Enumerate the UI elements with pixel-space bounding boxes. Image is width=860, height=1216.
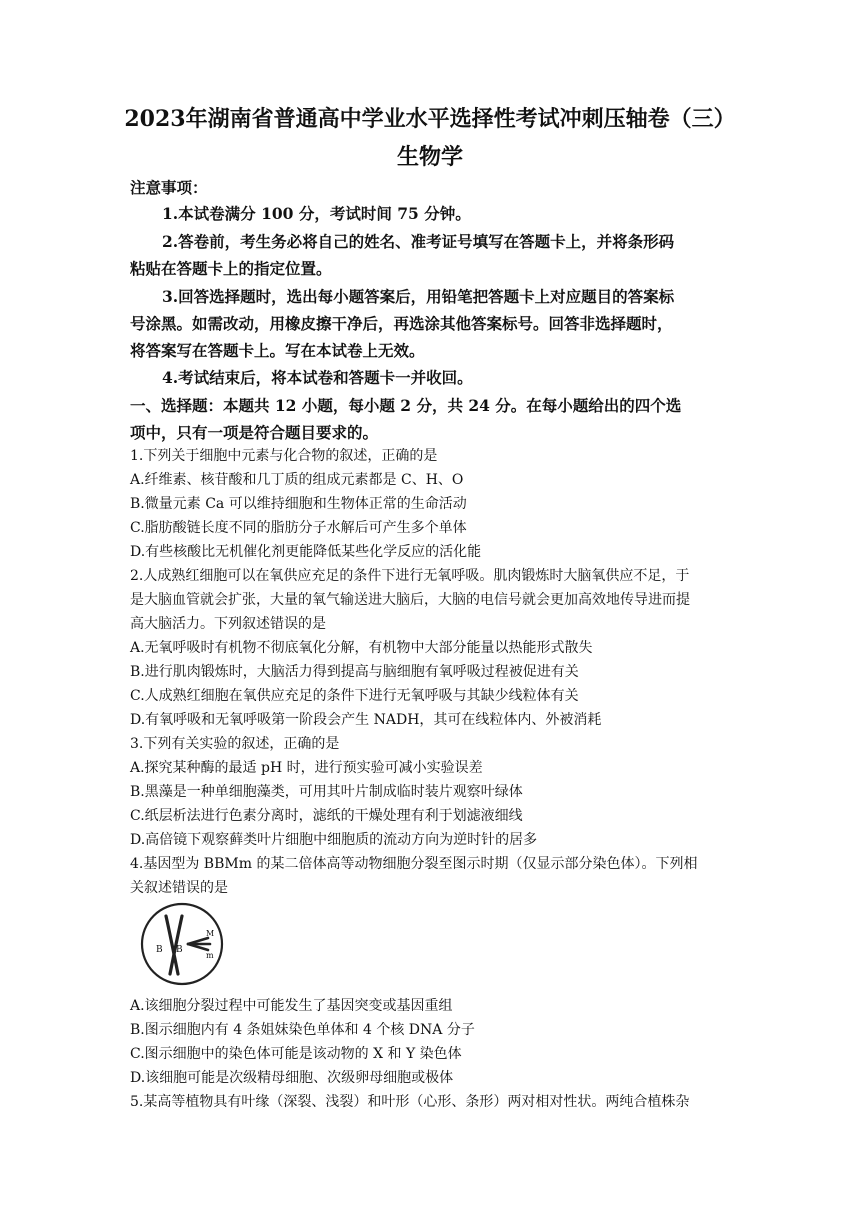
notice-item-2: 2.答卷前，考生务必将自己的姓名、准考证号填写在答题卡上，并将条形码 xyxy=(162,232,675,251)
notice-item-2-cont: 粘贴在答题卡上的指定位置。 xyxy=(130,259,332,278)
notice-item-3: 3.回答选择题时，选出每小题答案后，用铅笔把答题卡上对应题目的答案标 xyxy=(162,287,675,306)
section-heading-line2: 项中，只有一项是符合题目要求的。 xyxy=(130,423,379,442)
subject-title: 生物学 xyxy=(396,144,463,170)
q3-option-a: A.探究某种酶的最适 pH 时，进行预实验可减小实验误差 xyxy=(130,760,483,776)
q2-stem-line2: 是大脑血管就会扩张，大量的氧气输送进大脑后，大脑的电信号就会更加高效地传导进而提 xyxy=(130,592,690,608)
gene-label-m-lower: m xyxy=(206,951,214,960)
section-heading-line1: 一、选择题：本题共 12 小题，每小题 2 分，共 24 分。在每小题给出的四个选 xyxy=(130,396,682,415)
q2-option-b: B.进行肌肉锻炼时，大脑活力得到提高与脑细胞有氧呼吸过程被促进有关 xyxy=(130,664,579,680)
q3-option-d: D.高倍镜下观察藓类叶片细胞中细胞质的流动方向为逆时针的居多 xyxy=(130,832,538,848)
q1-option-b: B.微量元素 Ca 可以维持细胞和生物体正常的生命活动 xyxy=(130,496,467,512)
q2-stem-line1: 2.人成熟红细胞可以在氧供应充足的条件下进行无氧呼吸。肌肉锻炼时大脑氧供应不足，于 xyxy=(130,568,690,584)
gene-label-m-upper: M xyxy=(206,929,215,938)
q3-stem: 3.下列有关实验的叙述，正确的是 xyxy=(130,736,340,752)
q1-option-c: C.脂肪酸链长度不同的脂肪分子水解后可产生多个单体 xyxy=(130,520,467,536)
notice-item-1: 1.本试卷满分 100 分，考试时间 75 分钟。 xyxy=(162,204,471,223)
q1-option-d: D.有些核酸比无机催化剂更能降低某些化学反应的活化能 xyxy=(130,544,482,560)
gene-label-b1: B xyxy=(156,945,163,955)
q5-stem-line1: 5.某高等植物具有叶缘（深裂、浅裂）和叶形（心形、条形）两对相对性状。两纯合植株杂 xyxy=(130,1094,690,1110)
q2-option-c: C.人成熟红细胞在氧供应充足的条件下进行无氧呼吸与其缺少线粒体有关 xyxy=(130,688,579,704)
notice-item-3-cont2: 将答案写在答题卡上。写在本试卷上无效。 xyxy=(130,341,425,360)
notice-item-3-cont1: 号涂黑。如需改动，用橡皮擦干净后，再选涂其他答案标号。回答非选择题时， xyxy=(130,314,673,333)
exam-title: 2023年湖南省普通高中学业水平选择性考试冲刺压轴卷（三） xyxy=(124,106,736,132)
q4-option-d: D.该细胞可能是次级精母细胞、次级卵母细胞或极体 xyxy=(130,1070,454,1086)
q2-option-d: D.有氧呼吸和无氧呼吸第一阶段会产生 NADH，其可在线粒体内、外被消耗 xyxy=(130,712,602,728)
q1-option-a: A.纤维素、核苷酸和几丁质的组成元素都是 C、H、O xyxy=(130,472,464,488)
q4-stem-line1: 4.基因型为 BBMm 的某二倍体高等动物细胞分裂至图示时期（仅显示部分染色体）。下列相 xyxy=(130,856,698,872)
notice-heading: 注意事项： xyxy=(130,178,208,197)
gene-label-b2: B xyxy=(176,945,183,955)
q2-stem-line3: 高大脑活力。下列叙述错误的是 xyxy=(130,616,326,632)
q4-option-b: B.图示细胞内有 4 条姐妹染色单体和 4 个核 DNA 分子 xyxy=(130,1022,475,1038)
q1-stem: 1.下列关于细胞中元素与化合物的叙述，正确的是 xyxy=(130,448,438,464)
q4-option-a: A.该细胞分裂过程中可能发生了基因突变或基因重组 xyxy=(130,998,453,1014)
q4-option-c: C.图示细胞中的染色体可能是该动物的 X 和 Y 染色体 xyxy=(130,1046,462,1062)
q2-option-a: A.无氧呼吸时有机物不彻底氧化分解，有机物中大部分能量以热能形式散失 xyxy=(130,640,593,656)
q3-option-b: B.黑藻是一种单细胞藻类，可用其叶片制成临时装片观察叶绿体 xyxy=(130,784,523,800)
q4-stem-line2: 关叙述错误的是 xyxy=(130,880,228,896)
q3-option-c: C.纸层析法进行色素分离时，滤纸的干燥处理有利于划滤液细线 xyxy=(130,808,523,824)
notice-item-4: 4.考试结束后，将本试卷和答题卡一并收回。 xyxy=(162,368,473,387)
cell-division-figure xyxy=(130,894,234,986)
